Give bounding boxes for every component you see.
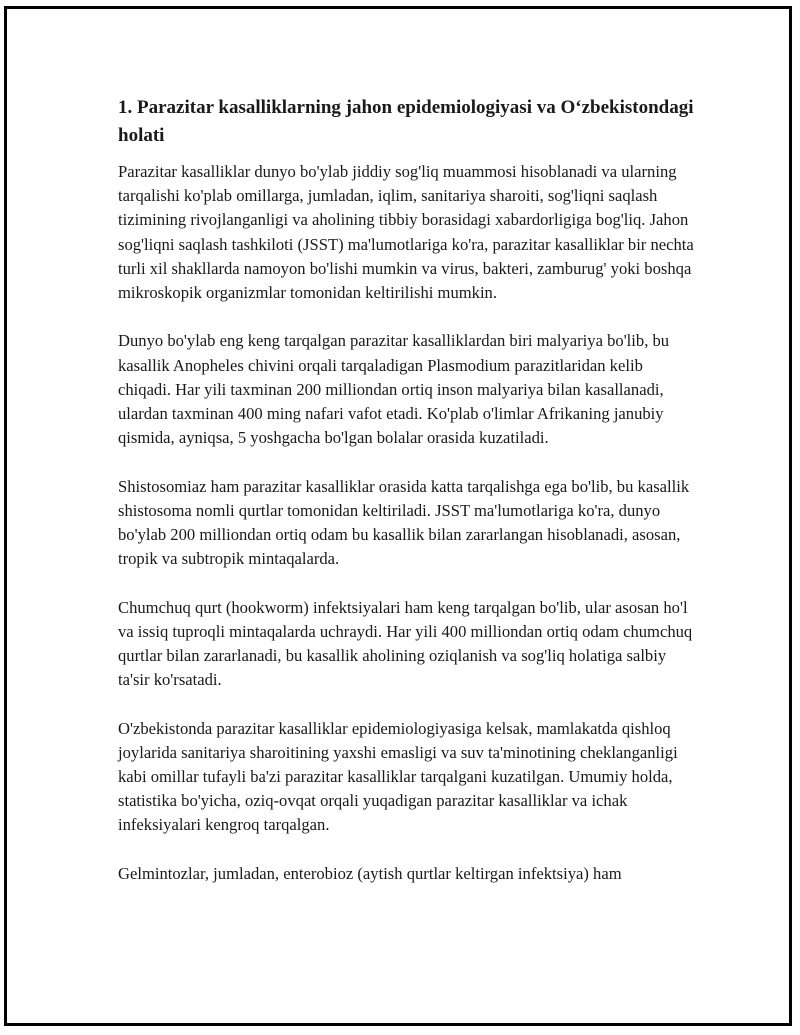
document-body (118, 94, 698, 910)
paragraph-3: Shistosomiaz ham parazitar kasalliklar orasida katta tarqalishga ega bo'lib, bu kasallik shistosoma nomli qurtlar tomonidan keltiriladi. JSST ma'lumotlariga ko'ra, dunyo bo'ylab 200 milliondan ortiq odam bu kasallik bilan zararlangan hisoblanadi, asosan, tropik va subtropik mintaqalarda. (118, 476, 690, 569)
paragraph-4: Chumchuq qurt (hookworm) infektsiyalari ham keng tarqalgan bo'lib, ular asosan ho'l va issiq tuproqli mintaqalarda uchraydi. Har yili 400 milliondan ortiq odam chumchuq qurtlar bilan zararlanadi, bu kasallik aholining oziqlanish va sog'liq holatiga salbiy ta'sir ko'rsatadi. (118, 597, 693, 690)
document-title: 1. Parazitar kasalliklarning jahon epidemiologiyasi va O‘zbekistondagi holati (118, 97, 694, 146)
paragraph-6: Gelmintozlar, jumladan, enterobioz (aytish qurtlar keltirgan infektsiya) ham (118, 863, 622, 883)
paragraph-2: Dunyo bo'ylab eng keng tarqalgan parazitar kasalliklardan biri malyariya bo'lib, bu kasallik Anopheles chivini orqali tarqaladigan Plasmodium parazitlaridan kelib chiqadi. Har yili taxminan 200 milliondan ortiq inson malyariya bilan kasallanadi, ulardan taxminan 400 ming nafari vafot etadi. Ko'plab o'limlar Afrikaning janubiy qismida, ayniqsa, 5 yoshgacha bo'lgan bolalar orasida kuzatiladi. (118, 331, 670, 448)
paragraph-5: O'zbekistonda parazitar kasalliklar epidemiologiyasiga kelsak, mamlakatda qishloq joylarida sanitariya sharoitining yaxshi emasligi va suv ta'minotining cheklanganligi kabi omillar tufayli ba'zi parazitar kasalliklar tarqalgani kuzatilgan. Umumiy holda, statistika bo'yicha, oziq-ovqat orqali yuqadigan parazitar kasalliklar va ichak infeksiyalari kengroq tarqalgan. (118, 718, 678, 835)
paragraph-1: Parazitar kasalliklar dunyo bo'ylab jiddiy sog'liq muammosi hisoblanadi va ularning tarqalishi ko'plab omillarga, jumladan, iqlim, sanitariya sharoiti, sog'liqni saqlash tizimining rivojlanganligi va aholining tibbiy borasidagi xabardorligiga bog'liq. Jahon sog'liqni saqlash tashkiloti (JSST) ma'lumotlariga ko'ra, parazitar kasalliklar bir nechta turli xil shakllarda namoyon bo'lishi mumkin va virus, bakteri, zamburug' yoki boshqa mikroskopik organizmlar tomonidan keltirilishi mumkin. (118, 162, 694, 303)
